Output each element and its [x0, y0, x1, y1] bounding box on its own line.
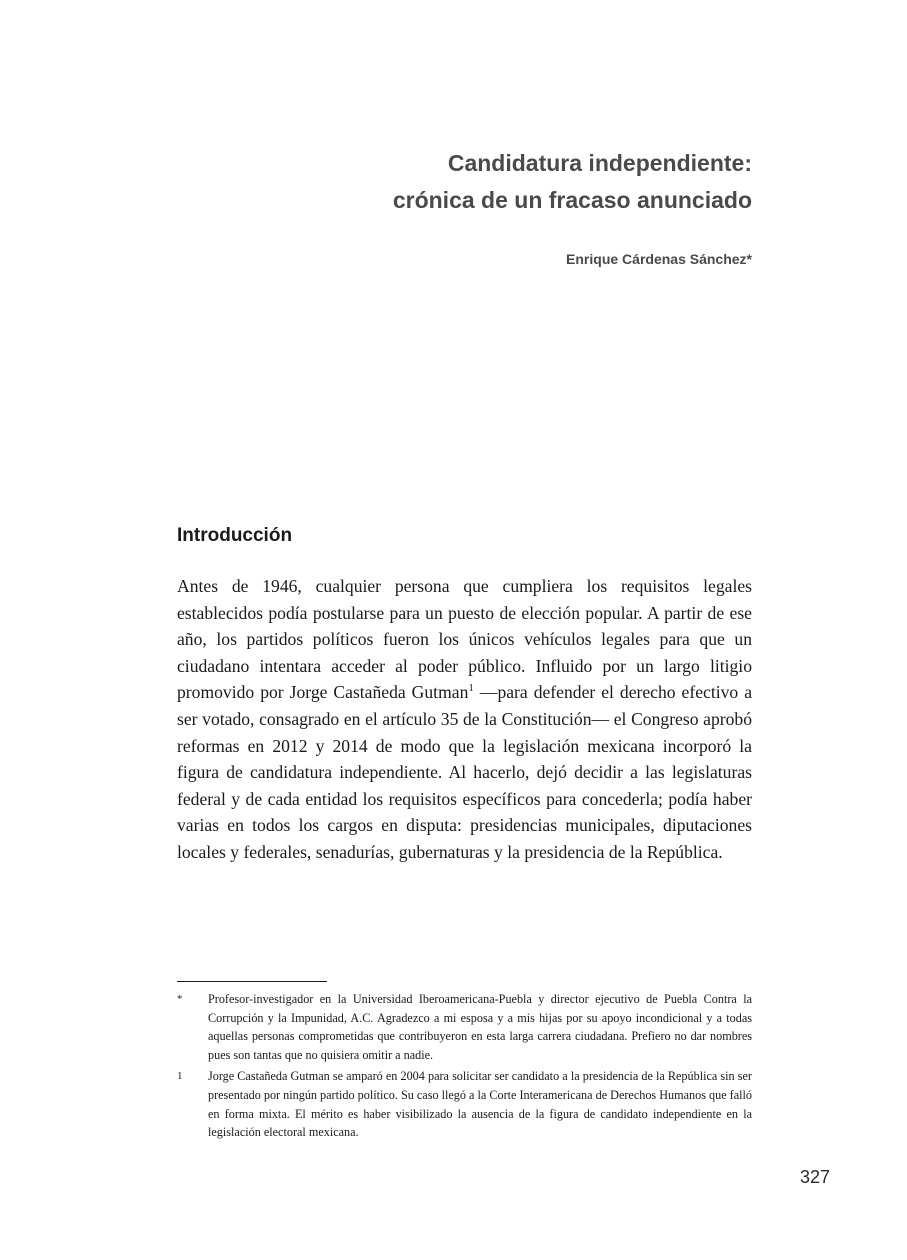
chapter-title-line-2: crónica de un fracaso anunciado	[392, 187, 752, 213]
footnote-item	[177, 990, 752, 1064]
footnote-text: Jorge Castañeda Gutman se amparó en 2004 para solicitar ser candidato a la presidencia de la República sin ser presentado por ningún partido político. Su caso llegó a la Corte Interamericana de Derechos Humanos que falló en forma mixta. El mérito es haber visibilizado la ausencia de la figura de candidato independiente en la legislación electoral mexicana.	[208, 1069, 752, 1140]
chapter-title-line-1: Candidatura independiente:	[447, 150, 752, 176]
section-heading: Introducción	[177, 525, 293, 546]
footnotes	[177, 990, 752, 1145]
author-name: Enrique Cárdenas Sánchez*	[566, 251, 752, 267]
footnote-divider	[177, 981, 327, 982]
footnote-reference[interactable]: 1	[468, 682, 474, 695]
page-number: 327	[799, 1167, 830, 1187]
chapter-title	[192, 145, 752, 219]
paragraph-text-part-1: Antes de 1946, cualquier persona que cumpliera los requisitos legales establecidos podía postularse para un puesto de elección popular. A partir de ese año, los partidos políticos fueron los únicos vehículos legales para que un ciudadano intentara acceder al poder público. Influido por un largo litigio promovido por Jorge Castañeda Gutman	[177, 576, 752, 703]
paragraph-text-part-2: —para defender el derecho efectivo a ser votado, consagrado en el artículo 35 de la Constitución— el Congreso aprobó reformas en 2012 y 2014 de modo que la legislación mexicana incorporó la figura de candidatura independiente. Al hacerlo, dejó decidir a las legislaturas federal y de cada entidad los requisitos específicos para concederla; podía haber varias en todos los cargos en disputa: presidencias municipales, diputaciones locales y federales, senadurías, gubernaturas y la presidencia de la República.	[177, 682, 753, 862]
footnote-item	[177, 1067, 752, 1141]
footnote-mark: *	[177, 993, 183, 1005]
footnote-text: Profesor-investigador en la Universidad Iberoamericana-Puebla y director ejecutivo de Puebla Contra la Corrupción y la Impunidad, A.C. Agradezco a mi esposa y a mis hijas por su apoyo incondicional y a todas aquellas personas comprometidas que contribuyeron en esta larga carrera ciudadana. Prefiero no dar nombres pues son tantas que no quisiera omitir a nadie.	[208, 992, 752, 1062]
introduction-paragraph	[177, 573, 752, 866]
footnote-mark: 1	[177, 1070, 183, 1083]
